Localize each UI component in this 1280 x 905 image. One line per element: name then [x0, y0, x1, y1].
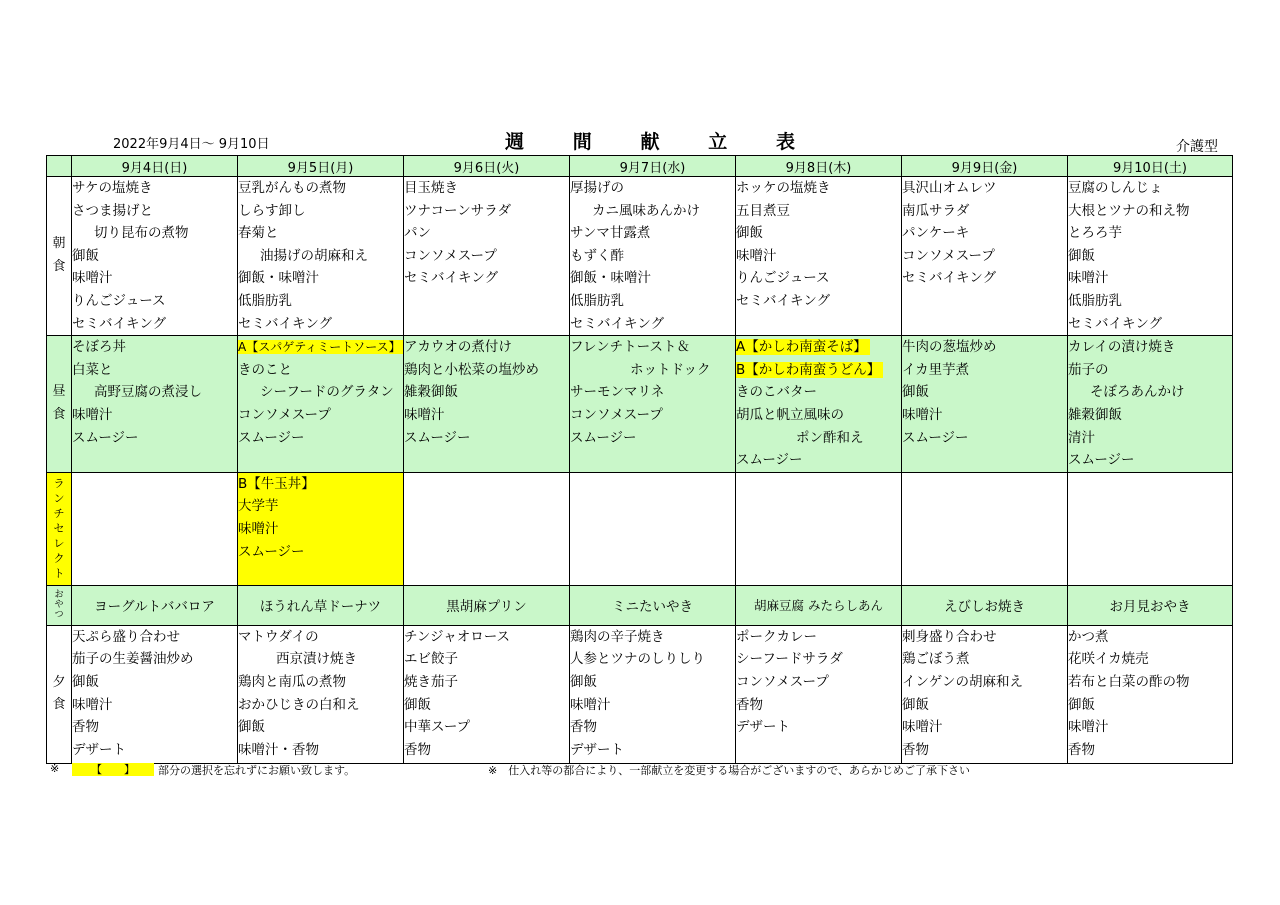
- menu-item: 南瓜サラダ: [902, 202, 970, 219]
- note-mark: ※: [50, 762, 60, 775]
- lunch-select-cell: [238, 472, 404, 585]
- menu-item: スムージー: [1068, 452, 1135, 469]
- menu-item: 御飯・味噌汁: [570, 270, 651, 287]
- menu-item: 味噌汁: [404, 406, 445, 423]
- menu-item: アカウオの煮付け: [404, 339, 512, 356]
- menu-item: チンジャオロース: [404, 628, 511, 645]
- menu-item: デザート: [72, 741, 126, 758]
- page-title: [505, 127, 795, 154]
- label-char: 昼: [52, 384, 66, 400]
- menu-item: 雑穀御飯: [1068, 406, 1122, 423]
- menu-item: セミバイキング: [570, 315, 665, 332]
- menu-item: コンソメスープ: [404, 247, 497, 264]
- menu-item: 中華スープ: [404, 719, 471, 736]
- menu-item: パン: [404, 225, 431, 242]
- menu-item: 鶏ごぼう煮: [902, 651, 970, 668]
- menu-item: 春菊と: [238, 225, 279, 242]
- menu-item: イカ里芋煮: [902, 361, 970, 378]
- menu-item: 味噌汁・香物: [238, 741, 319, 758]
- dinner-row: [47, 625, 1233, 763]
- lunch-select-cell: [404, 472, 570, 585]
- menu-item: 御飯: [1068, 696, 1095, 713]
- lunch-select-cell: [1068, 472, 1233, 585]
- menu-item: 花咲イカ焼売: [1068, 651, 1149, 668]
- dinner-cell: [1068, 625, 1233, 763]
- menu-item: コンソメスープ: [570, 406, 663, 423]
- label-char: 食: [52, 406, 66, 422]
- menu-item: 低脂肪乳: [1068, 292, 1122, 309]
- snack-cell: 黒胡麻プリン: [404, 585, 570, 625]
- menu-item: スムージー: [902, 429, 969, 446]
- menu-item: きのこバター: [736, 384, 817, 401]
- day-header: 9月7日(水): [570, 156, 736, 177]
- menu-item: ホッケの塩焼き: [736, 180, 831, 196]
- menu-item: ツナコーンサラダ: [404, 202, 512, 219]
- menu-item: 香物: [902, 741, 929, 758]
- menu-item: 白菜と: [72, 361, 113, 378]
- menu-item: 御飯: [570, 673, 597, 690]
- day-header: 9月4日(日): [72, 156, 238, 177]
- menu-item: りんごジュース: [736, 270, 830, 287]
- title-char: 立: [708, 131, 728, 153]
- snack-cell: 胡麻豆腐 みたらしあん: [736, 585, 902, 625]
- menu-item: とろろ芋: [1068, 225, 1122, 242]
- menu-item: デザート: [570, 741, 624, 758]
- snack-cell: ヨーグルトババロア: [72, 585, 238, 625]
- title-char: 表: [775, 131, 795, 153]
- dinner-cell: [72, 625, 238, 763]
- lunch-cell: [736, 336, 902, 473]
- menu-item: セミバイキング: [238, 315, 333, 332]
- menu-item: 具沢山オムレツ: [902, 180, 997, 196]
- menu-item: 人参とツナのしりしり: [570, 651, 705, 668]
- menu-item: コンソメスープ: [902, 247, 995, 264]
- lunch-select-cell: [72, 472, 238, 585]
- menu-item: 御飯・味噌汁: [238, 270, 319, 287]
- menu-item: 味噌汁: [72, 406, 113, 423]
- breakfast-cell: [736, 177, 902, 336]
- label-char: 食: [52, 259, 66, 275]
- menu-item: 豆乳がんもの煮物: [238, 180, 346, 196]
- snack-cell: ほうれん草ドーナツ: [238, 585, 404, 625]
- menu-item: 目玉焼き: [404, 180, 458, 196]
- menu-item: 味噌汁: [238, 520, 279, 537]
- snack-cell: お月見おやき: [1068, 585, 1233, 625]
- menu-item: スムージー: [238, 429, 305, 446]
- menu-item: 豆腐のしんじょ: [1068, 180, 1163, 196]
- day-header: 9月5日(月): [238, 156, 404, 177]
- menu-item: 大根とツナの和え物: [1068, 202, 1190, 219]
- menu-item: 御飯: [1068, 247, 1095, 264]
- breakfast-cell: [72, 177, 238, 336]
- menu-item: 香物: [570, 719, 597, 736]
- menu-item: 大学芋: [238, 498, 279, 515]
- menu-item: 厚揚げの: [570, 180, 624, 196]
- label-char: ン: [53, 492, 65, 506]
- menu-item: スムージー: [404, 429, 471, 446]
- menu-item: 西京漬け焼き: [276, 651, 357, 668]
- menu-item: 清汁: [1068, 429, 1095, 446]
- menu-item: 刺身盛り合わせ: [902, 628, 997, 645]
- lunch-cell: [404, 336, 570, 473]
- menu-item: 胡瓜と帆立風味の: [736, 406, 844, 423]
- lunch-cell: [1068, 336, 1233, 473]
- menu-item: 御飯: [72, 247, 99, 264]
- menu-item: 味噌汁: [72, 270, 113, 287]
- menu-item: 焼き茄子: [404, 673, 458, 690]
- menu-item: 牛肉の葱塩炒め: [902, 339, 997, 356]
- note-left: 部分の選択を忘れずにお願い致します。: [158, 764, 356, 777]
- dinner-cell: [404, 625, 570, 763]
- menu-item: 味噌汁: [1068, 270, 1109, 287]
- lunch-cell: [238, 336, 404, 473]
- select-option-a: A【スパゲティミートソース】: [238, 340, 404, 354]
- corner-cell: [47, 156, 72, 177]
- menu-item: インゲンの胡麻和え: [902, 673, 1023, 690]
- menu-item: 切り昆布の煮物: [94, 225, 189, 242]
- menu-item: エビ餃子: [404, 651, 458, 668]
- menu-item: 油揚げの胡麻和え: [260, 247, 368, 264]
- label-char: ラ: [53, 477, 65, 491]
- lunch-row: [47, 336, 1233, 473]
- menu-item: コンソメスープ: [736, 673, 829, 690]
- menu-item: スムージー: [570, 429, 637, 446]
- menu-item: 御飯: [736, 225, 763, 242]
- menu-item: 高野豆腐の煮浸し: [94, 384, 202, 401]
- dinner-cell: [570, 625, 736, 763]
- menu-item: 味噌汁: [902, 719, 943, 736]
- menu-item: セミバイキング: [72, 315, 167, 332]
- title-char: 間: [572, 131, 592, 153]
- select-option-b: B【かしわ南蛮うどん】: [736, 362, 884, 378]
- note-right: ※ 仕入れ等の都合により、一部献立を変更する場合がございますので、あらかじめご了承下さい: [488, 764, 970, 777]
- period-label: 2022年9月4日～ 9月10日: [113, 137, 270, 152]
- menu-item: 五目煮豆: [736, 202, 790, 219]
- lunch-select-cell: [570, 472, 736, 585]
- dinner-cell: [736, 625, 902, 763]
- title-char: 週: [505, 131, 525, 153]
- menu-item: しらす卸し: [238, 202, 306, 219]
- menu-item: もずく酢: [570, 247, 624, 264]
- day-header: 9月9日(金): [902, 156, 1068, 177]
- lunch-select-label: [47, 472, 72, 585]
- menu-item: サンマ甘露煮: [570, 225, 651, 242]
- label-char: お: [54, 590, 64, 601]
- menu-item: 低脂肪乳: [238, 292, 292, 309]
- day-header: 9月10日(土): [1068, 156, 1233, 177]
- menu-type-label: 介護型: [1176, 139, 1218, 155]
- menu-item: スムージー: [736, 452, 803, 469]
- menu-item: 若布と白菜の酢の物: [1068, 673, 1190, 690]
- menu-item: そぼろあんかけ: [1090, 384, 1185, 401]
- snack-cell: ミニたいやき: [570, 585, 736, 625]
- label-char: つ: [54, 610, 64, 621]
- menu-item: 味噌汁: [1068, 719, 1109, 736]
- breakfast-cell: [1068, 177, 1233, 336]
- menu-item: セミバイキング: [902, 270, 997, 287]
- lunch-select-cell: [736, 472, 902, 585]
- menu-item: 茄子の生姜醤油炒め: [72, 651, 194, 668]
- dinner-label: [47, 625, 72, 763]
- menu-item: 香物: [404, 741, 431, 758]
- label-char: レ: [53, 537, 65, 551]
- label-char: ト: [53, 567, 65, 581]
- snack-label: [47, 585, 72, 625]
- weekly-menu-table: [46, 155, 1233, 764]
- label-char: 夕: [52, 674, 66, 690]
- menu-item: 味噌汁: [72, 696, 113, 713]
- note-highlight-bracket: 【 】: [72, 763, 154, 776]
- label-char: ク: [53, 552, 65, 566]
- menu-item: 味噌汁: [570, 696, 611, 713]
- menu-item: かつ煮: [1068, 628, 1109, 645]
- lunch-select-cell: [902, 472, 1068, 585]
- breakfast-label: [47, 177, 72, 336]
- menu-item: 御飯: [72, 673, 99, 690]
- dinner-cell: [238, 625, 404, 763]
- menu-item: 鶏肉と小松菜の塩炒め: [404, 361, 539, 378]
- menu-item: セミバイキング: [404, 270, 499, 287]
- label-char: や: [54, 600, 64, 611]
- menu-item: きのこと: [238, 361, 292, 378]
- menu-item: 香物: [736, 696, 763, 713]
- menu-item: スムージー: [72, 429, 139, 446]
- menu-item: シーフードサラダ: [736, 651, 843, 668]
- menu-item: 御飯: [404, 696, 431, 713]
- label-char: チ: [53, 507, 65, 521]
- menu-item: ポークカレー: [736, 628, 817, 645]
- breakfast-cell: [902, 177, 1068, 336]
- menu-item: カレイの漬け焼き: [1068, 339, 1176, 356]
- title-char: 献: [640, 131, 660, 153]
- lunch-cell: [72, 336, 238, 473]
- breakfast-cell: [238, 177, 404, 336]
- snack-cell: えびしお焼き: [902, 585, 1068, 625]
- menu-item: おかひじきの白和え: [238, 696, 360, 713]
- menu-item: さつま揚げと: [72, 202, 153, 219]
- menu-item: 低脂肪乳: [570, 292, 624, 309]
- menu-item: セミバイキング: [736, 292, 831, 309]
- menu-item: フレンチトースト＆: [570, 339, 690, 356]
- menu-item: 雑穀御飯: [404, 384, 458, 401]
- menu-item: パンケーキ: [902, 225, 970, 242]
- menu-item: ポン酢和え: [796, 429, 864, 446]
- lunch-label: [47, 336, 72, 473]
- menu-item: マトウダイの: [238, 628, 319, 645]
- menu-item: 天ぷら盛り合わせ: [72, 628, 180, 645]
- menu-item: ホットドック: [630, 361, 711, 378]
- menu-item: 茄子の: [1068, 361, 1109, 378]
- label-char: 食: [52, 697, 66, 713]
- menu-item: 味噌汁: [902, 406, 943, 423]
- menu-item: 香物: [72, 719, 99, 736]
- menu-item: 御飯: [902, 696, 929, 713]
- label-char: 朝: [52, 236, 66, 252]
- day-header-row: [47, 156, 1233, 177]
- menu-item: りんごジュース: [72, 292, 166, 309]
- breakfast-cell: [570, 177, 736, 336]
- menu-item: スムージー: [238, 543, 305, 560]
- dinner-cell: [902, 625, 1068, 763]
- select-option-a: A【かしわ南蛮そば】: [736, 339, 870, 355]
- breakfast-cell: [404, 177, 570, 336]
- menu-item: 御飯: [238, 719, 265, 736]
- menu-item: 鶏肉の辛子焼き: [570, 628, 665, 645]
- menu-item: 味噌汁: [736, 247, 777, 264]
- lunch-cell: [570, 336, 736, 473]
- menu-item: そぼろ丼: [72, 339, 126, 356]
- menu-item: サーモンマリネ: [570, 384, 665, 401]
- day-header: 9月8日(木): [736, 156, 902, 177]
- menu-item: セミバイキング: [1068, 315, 1163, 332]
- snack-row: [47, 585, 1233, 625]
- breakfast-row: [47, 177, 1233, 336]
- menu-item: デザート: [736, 719, 790, 736]
- menu-item: カニ風味あんかけ: [592, 202, 700, 219]
- menu-item: 鶏肉と南瓜の煮物: [238, 673, 346, 690]
- label-char: セ: [53, 522, 65, 536]
- menu-item: サケの塩焼き: [72, 180, 153, 196]
- lunch-select-row: [47, 472, 1233, 585]
- menu-item: シーフードのグラタン: [260, 384, 394, 401]
- lunch-cell: [902, 336, 1068, 473]
- menu-item: コンソメスープ: [238, 406, 331, 423]
- day-header: 9月6日(火): [404, 156, 570, 177]
- menu-item: 御飯: [902, 384, 929, 401]
- menu-item: 香物: [1068, 741, 1095, 758]
- menu-item: B【牛玉丼】: [238, 475, 315, 492]
